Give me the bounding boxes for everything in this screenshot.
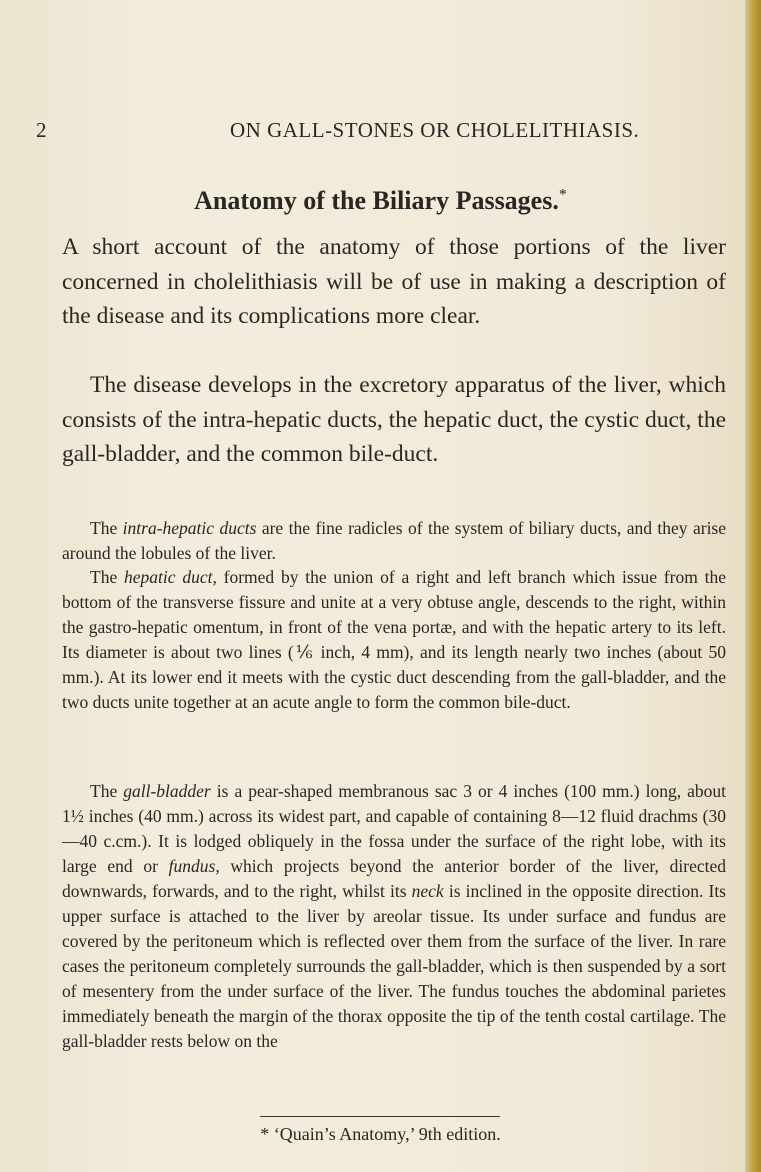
section-title-text: Anatomy of the Biliary Passages. xyxy=(194,186,559,215)
paragraph-intra-hepatic-ducts xyxy=(62,516,726,566)
p4-text-b: formed by the union of a right and left branch which issue from the bottom of the transverse fissure and unite at a very obtuse angle, descends to the right, within the gastro-hepatic omentum, in front of the vena portæ, and with the hepatic artery to its left. Its diameter is about two lines (⅙ inch, 4 mm), and its length nearly two inches (about 50 mm.). At its lower end it meets with the cystic duct descending from the gall-bladder, and the two ducts unite together at an acute angle to form the common bile-duct. xyxy=(62,567,726,712)
running-header xyxy=(36,118,726,144)
term-intra-hepatic-ducts: intra-hepatic ducts xyxy=(122,518,257,538)
p5-text-a: The xyxy=(90,781,124,801)
page-number: 2 xyxy=(36,118,47,142)
running-title: ON GALL-STONES OR CHOLELITHIASIS. xyxy=(230,118,640,142)
page-gilt-edge xyxy=(745,0,761,1172)
footnote xyxy=(0,1124,761,1145)
footnote-mark: * xyxy=(260,1124,270,1144)
section-title xyxy=(0,186,761,216)
p5-text-b: is a pear-shaped membranous sac 3 or 4 inches (100 mm.) long, about 1½ inches (40 mm.) across its widest part, and capable of containing 8—12 fluid drachms (30—40 c.cm.). It is lodged obliquely in the fossa under the surface of the right lobe, with its large end or xyxy=(62,781,726,876)
term-fundus: fundus, xyxy=(168,856,220,876)
p5-text-d: is inclined in the opposite direction. Its upper surface is attached to the liver by areolar tissue. Its under surface and fundus are covered by the peritoneum which is reflected over them from the surface of the liver. In rare cases the peritoneum completely surrounds the gall-bladder, which is then suspended by a sort of mesentery from the under surface of the liver. The fundus touches the abdominal parietes immediately beneath the margin of the thorax opposite the tip of the tenth costal cartilage. The gall-bladder rests below on the xyxy=(62,881,726,1051)
footnote-reference: * xyxy=(558,186,567,204)
term-hepatic-duct: hepatic duct, xyxy=(124,567,217,587)
paragraph-hepatic-duct xyxy=(62,565,726,715)
p4-text-a: The xyxy=(90,567,125,587)
footnote-divider xyxy=(260,1116,500,1117)
paragraph-intro: A short account of the anatomy of those portions of the liver concerned in cholelithiasis will be of use in making a description of the disease and its complications more clear. xyxy=(62,234,726,329)
term-neck: neck xyxy=(411,881,444,901)
p3-text-b: are the fine radicles of the system of biliary ducts, and they arise around the lobules of the liver. xyxy=(62,518,727,563)
paragraph-excretory-apparatus: The disease develops in the excretory apparatus of the liver, which consists of the intra-hepatic ducts, the hepatic duct, the cystic duct, the gall-bladder, and the common bile-duct. xyxy=(62,372,726,467)
footnote-text: ‘Quain’s Anatomy,’ 9th edition. xyxy=(273,1124,501,1144)
paragraph-gall-bladder xyxy=(62,779,726,1054)
term-gall-bladder: gall-bladder xyxy=(123,781,211,801)
p3-text-a: The xyxy=(90,518,123,538)
p5-text-c: which projects beyond the anterior border of the liver, directed downwards, forwards, and to the right, whilst its xyxy=(62,856,726,901)
